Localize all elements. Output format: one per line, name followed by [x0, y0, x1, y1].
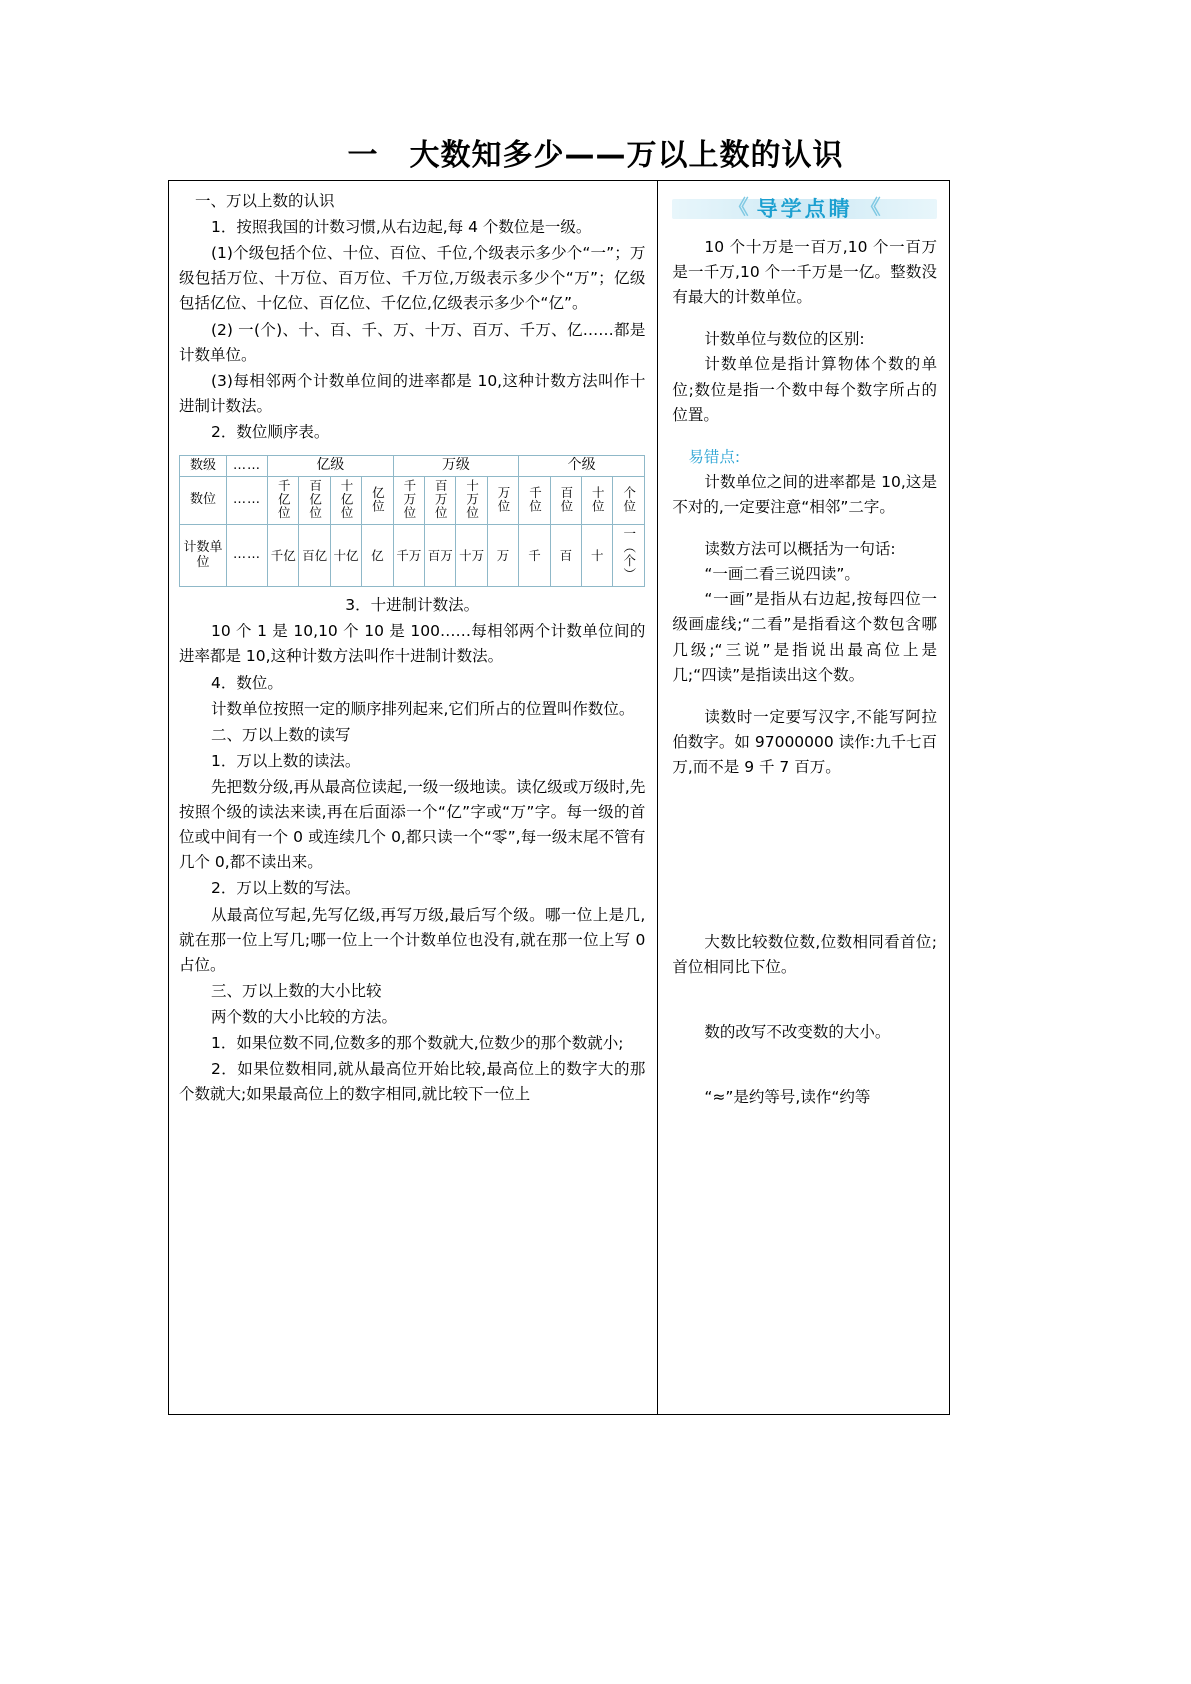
- table-row: [180, 476, 645, 525]
- note-1: 10 个十万是一百万,10 个一百万是一千万,10 个一千万是一亿。整数没有最大的计数单位。: [672, 238, 937, 307]
- content-frame: [168, 180, 950, 1415]
- place-bai: 百位: [550, 476, 581, 525]
- place-qianyi: 千亿位: [268, 476, 299, 525]
- unit-bai: 百: [550, 525, 581, 587]
- place-shi: 十位: [582, 476, 613, 525]
- left-column: [169, 181, 658, 1414]
- paragraph-1-4: 4．数位。: [211, 673, 283, 692]
- note-5: 读数方法可以概括为一句话:: [704, 540, 896, 559]
- unit-shi: 十: [582, 525, 613, 587]
- unit-baiwan: 百万: [425, 525, 456, 587]
- table-row: [180, 456, 645, 477]
- place-wan: 万位: [487, 476, 518, 525]
- row-label-unit: 计数单位: [180, 525, 227, 587]
- paragraph-2-2-body: 从最高位写起,先写亿级,再写万级,最后写个级。哪一位上是几,就在那一位上写几;哪一位上一个计数单位也没有,就在那一位上写 0 占位。: [179, 905, 646, 974]
- unit-yi: 亿: [362, 525, 393, 587]
- note-11: “≈”是约等号,读作“约等: [704, 1088, 871, 1107]
- dots-cell-2: ……: [227, 476, 268, 525]
- unit-shiyi: 十亿: [330, 525, 361, 587]
- paragraph-2-2: 2．万以上数的写法。: [211, 879, 361, 898]
- paragraph-1-1-2: (2) 一(个)、十、百、千、万、十万、百万、千万、亿……都是计数单位。: [179, 320, 646, 364]
- error-point-label: 易错点:: [688, 447, 741, 466]
- paragraph-3-1: 1．如果位数不同,位数多的那个数就大,位数少的那个数就小;: [211, 1034, 624, 1053]
- right-column: [658, 181, 949, 1414]
- note-6: “一画二看三说四读”。: [704, 565, 860, 584]
- note-8: 读数时一定要写汉字,不能写阿拉伯数字。如 97000000 读作:九千七百万,而不是 9 千 7 百万。: [672, 707, 937, 776]
- unit-qian: 千: [519, 525, 550, 587]
- unit-baiyi: 百亿: [299, 525, 330, 587]
- chevron-right-icon: 《: [860, 197, 881, 219]
- note-2: 计数单位与数位的区别:: [704, 330, 865, 349]
- unit-wan: 万: [487, 525, 518, 587]
- paragraph-1-1-3: (3)每相邻两个计数单位间的进率都是 10,这种计数方法叫作十进制计数法。: [179, 371, 646, 415]
- heading-section-3: 三、万以上数的大小比较: [211, 981, 382, 1000]
- place-value-table: [179, 455, 645, 587]
- heading-section-1: 一、万以上数的认识: [195, 192, 335, 210]
- paragraph-1-2: 2．数位顺序表。: [211, 422, 330, 441]
- dots-cell-1: ……: [227, 456, 268, 477]
- row-label-level: 数级: [180, 456, 227, 477]
- place-ge: 个位: [613, 476, 645, 525]
- group-yi: 亿级: [268, 456, 394, 477]
- unit-qianwan: 千万: [393, 525, 424, 587]
- paragraph-2-1: 1．万以上数的读法。: [211, 751, 361, 770]
- group-wan: 万级: [393, 456, 519, 477]
- place-qianwan: 千万位: [393, 476, 424, 525]
- note-3: 计数单位是指计算物体个数的单位;数位是指一个数中每个数字所占的位置。: [672, 355, 937, 424]
- paragraph-1-1-1: (1)个级包括个位、十位、百位、千位,个级表示多少个“一”；万级包括万位、十万位、百万位、千万位,万级表示多少个“万”；亿级包括亿位、十亿位、百亿位、千亿位,亿级表示多少个“亿”。: [179, 244, 646, 313]
- unit-shiwan: 十万: [456, 525, 487, 587]
- table-row: [180, 525, 645, 587]
- note-9: 大数比较数位数,位数相同看首位;首位相同比下位。: [672, 933, 937, 977]
- place-baiyi: 百亿位: [299, 476, 330, 525]
- chevron-left-icon: 《: [728, 197, 749, 219]
- dots-cell-3: ……: [227, 525, 268, 587]
- row-label-place: 数位: [180, 476, 227, 525]
- paragraph-1-3: 3．十进制计数法。: [345, 596, 480, 615]
- paragraph-1-3-body: 10 个 1 是 10,10 个 10 是 100……每相邻两个计数单位间的进率都是 10,这种计数方法叫作十进制计数法。: [179, 622, 646, 666]
- sidebar-banner: [672, 191, 937, 225]
- place-shiyi: 十亿位: [330, 476, 361, 525]
- note-10: 数的改写不改变数的大小。: [704, 1023, 891, 1042]
- heading-section-2: 二、万以上数的读写: [211, 725, 351, 744]
- note-7: “一画”是指从右边起,按每四位一级画虚线;“二看”是指看这个数包含哪几级;“三说”是指说出最高位上是几;“四读”是指读出这个数。: [672, 590, 937, 684]
- place-baiwan: 百万位: [425, 476, 456, 525]
- page-title: 一 大数知多少——万以上数的认识: [347, 138, 844, 173]
- banner-label: 导学点睛: [756, 197, 853, 221]
- unit-ge: 一（个）: [613, 525, 645, 587]
- paragraph-2-1-body: 先把数分级,再从最高位读起,一级一级地读。读亿级或万级时,先按照个级的读法来读,再在后面添一个“亿”字或“万”字。每一级的首位或中间有一个 0 或连续几个 0,都只读一个“零”,每一级末尾不管有几个 0,都不读出来。: [179, 778, 646, 872]
- place-yi: 亿位: [362, 476, 393, 525]
- paragraph-3-2: 2．如果位数相同,就从最高位开始比较,最高位上的数字大的那个数就大;如果最高位上的数字相同,就比较下一位上: [179, 1060, 646, 1104]
- group-ge: 个级: [519, 456, 645, 477]
- paragraph-1-4-body: 计数单位按照一定的顺序排列起来,它们所占的位置叫作数位。: [211, 699, 635, 718]
- paragraph-1-1: 1．按照我国的计数习惯,从右边起,每 4 个数位是一级。: [211, 218, 592, 237]
- note-4: 计数单位之间的进率都是 10,这是不对的,一定要注意“相邻”二字。: [672, 472, 937, 516]
- unit-qianyi: 千亿: [268, 525, 299, 587]
- paragraph-3-intro: 两个数的大小比较的方法。: [211, 1008, 398, 1027]
- place-qian: 千位: [519, 476, 550, 525]
- place-shiwan: 十万位: [456, 476, 487, 525]
